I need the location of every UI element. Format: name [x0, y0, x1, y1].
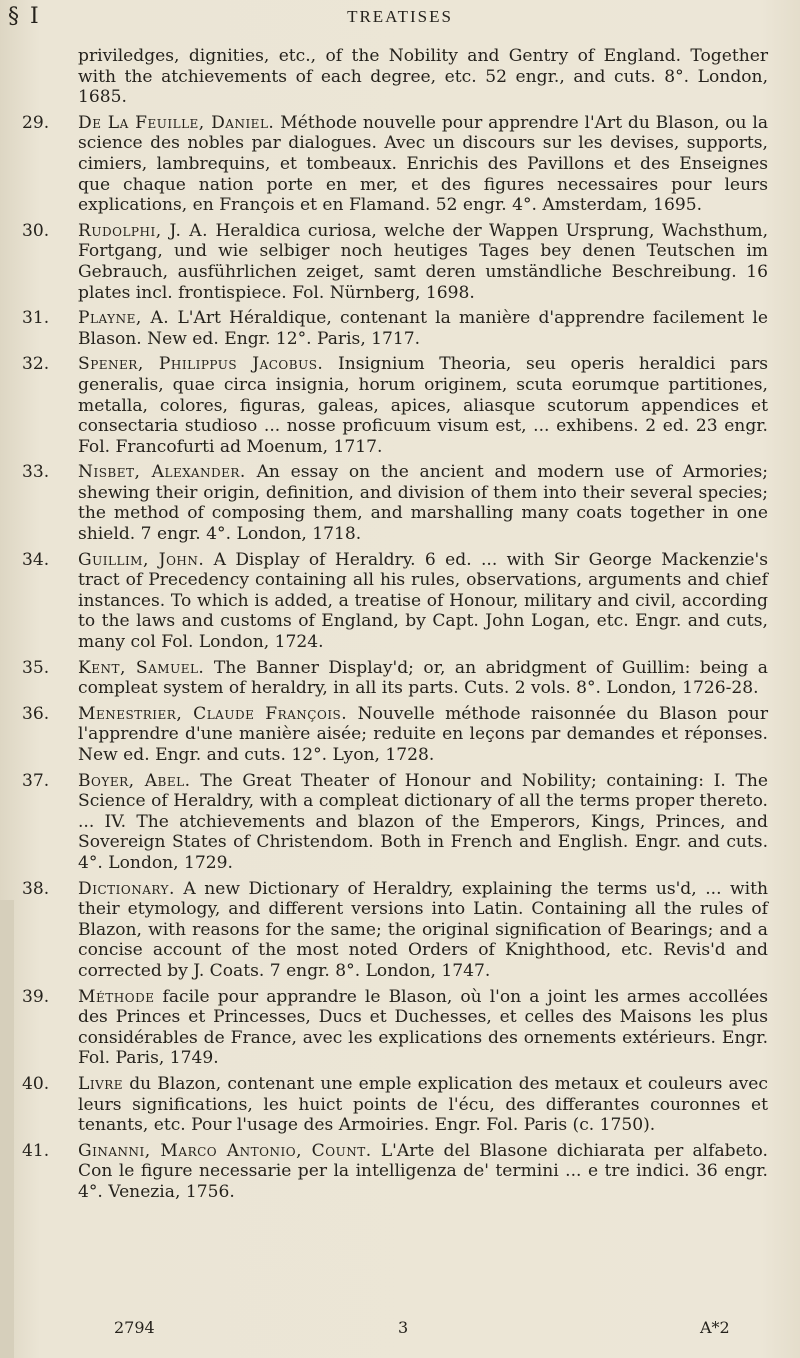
entry-text: facile pour apprandre le Blason, où l'on a joint les armes accollées des Princes et Princesses, Ducs et Duchesses, et celles des Maisons les plus considérables de France, avec les explications des ornements extérieurs. Engr. Fol. Paris, 1749. [78, 986, 768, 1069]
catalogue-entry [0, 879, 800, 982]
catalogue-entry [0, 771, 800, 874]
catalogue-entry [0, 354, 800, 457]
entry-author: Méthode [78, 986, 155, 1007]
entry-number: 38. [22, 878, 50, 899]
entry-text: A Display of Heraldry. 6 ed. ... with Sir George Mackenzie's tract of Precedency containing all his rules, observations, arguments and chief instances. To which is added, a treatise of Honour, military and civil, according to the laws and customs of England, by Capt. John Logan, etc. Engr. and cuts, many col Fol. London, 1724. [78, 549, 768, 653]
entry-text: A new Dictionary of Heraldry, explaining the terms us'd, ... with their etymology, and different versions into Latin. Containing all the rules of Blazon, with reasons for the same; the original signification of Bearings; and a concise account of the most noted Orders of Knighthood, etc. Revis'd and corrected by J. Coats. 7 engr. 8°. London, 1747. [78, 878, 768, 981]
entry-number: 31. [22, 308, 50, 329]
entry-author: Menestrier, Claude François. [78, 703, 348, 724]
entry-author: Spener, Philippus Jacobus. [78, 354, 324, 375]
page-header [0, 4, 800, 34]
entry-text: The Banner Display'd; or, an abridgment of Guillim: being a compleat system of heraldry, in all its parts. Cuts. 2 vols. 8°. London, 1726-28. [78, 657, 769, 699]
catalogue-entry [0, 462, 800, 544]
entry-number: 34. [22, 549, 50, 570]
entry-number: 29. [22, 112, 50, 133]
entry-text: An essay on the ancient and modern use of Armories; shewing their origin, definition, and division of them into their several species; the method of composing them, and marshalling many coats together in one shield. 7 engr. 4°. London, 1718. [78, 462, 768, 545]
catalogue-entry [0, 550, 800, 653]
entry-author: Kent, Samuel. [78, 657, 205, 678]
entry-author: Livre [78, 1073, 124, 1094]
entry-number: 33. [22, 462, 50, 483]
entry-text: L'Art Héraldique, contenant la manière d'apprendre facilement le Blason. New ed. Engr. 12°. Paris, 1717. [78, 308, 769, 349]
entry-number: 30. [22, 220, 50, 241]
catalogue-entry [0, 308, 800, 349]
entry-author: Playne, A. [78, 308, 170, 329]
entry-author: Guillim, John. [78, 549, 205, 570]
catalogue-entry [0, 113, 800, 216]
entry-author: De La Feuille, Daniel. [78, 112, 275, 133]
entry-author: Nisbet, Alexander. [78, 462, 246, 483]
entry-author: Ginanni, Marco Antonio, Count. [78, 1140, 372, 1161]
section-mark: § I [8, 4, 41, 29]
entry-text: The Great Theater of Honour and Nobility; containing: I. The Science of Heraldry, with a compleat dictionary of all the terms proper thereto. ... IV. The atchievements and blazon of the Emperors, Kings, Princes, and Sovereign States of Christendom. Both in French and English. Engr. and cuts. 4°. London, 1729. [78, 770, 769, 873]
quire-mark: A*2 [700, 1318, 730, 1337]
entry-text: Nouvelle méthode raisonnée du Blason pour l'apprendre d'une manière aisée; reduite en leçons par demandes et réponses. New ed. Engr. and cuts. 12°. Lyon, 1728. [78, 703, 768, 765]
entry-author: Dictionary. [78, 878, 175, 899]
entry-text: du Blazon, contenant une emple explication des metaux et couleurs avec leurs significations, les huict points de l'écu, des differantes couronnes et tenants, etc. Pour l'usage des Armoiries. Engr. Fol. Paris (c. 1750). [78, 1073, 768, 1136]
entry-number: 40. [22, 1073, 50, 1094]
page-number: 3 [398, 1318, 409, 1337]
page-footer [0, 1318, 800, 1342]
catalogue-entry [0, 987, 800, 1069]
entry-text: Méthode nouvelle pour apprendre l'Art du Blason, ou la science des nobles par dialogues. Avec un discours sur les devises, supports, cimiers, lambrequins, et tombeaux. Enrichis des Pavillons et des Enseignes que chaque nation porte en mer, et des figures necessaires pour leurs explications, en François et en Flamand. 52 engr. 4°. Amsterdam, 1695. [78, 112, 769, 216]
entry-text: L'Arte del Blasone dichiarata per alfabeto. Con le figure necessarie per la intelligenza de' termini ... e tre indici. 36 engr. 4°. Venezia, 1756. [78, 1140, 768, 1202]
catalogue-entry [0, 704, 800, 766]
entry-number: 37. [22, 770, 50, 791]
entry-list [0, 46, 800, 1207]
entry-number: 39. [22, 986, 50, 1007]
intro-text: priviledges, dignities, etc., of the Nobility and Gentry of England. Together with the atchievements of each degree, etc. 52 engr., and cuts. 8°. London, 1685. [78, 46, 768, 108]
entry-number: 35. [22, 657, 50, 678]
entry-text: Insignium Theoria, seu operis heraldici pars generalis, quae circa insignia, horum originem, scuta eorumque partitiones, metalla, colores, figuras, galeas, apices, aliasque scutorum appendices et consectaria studioso ... nosse proficuum visum est, ... exhibens. 2 ed. 23 engr. Fol. Francofurti ad Moenum, 1717. [78, 354, 769, 457]
catalogue-entry [0, 1141, 800, 1203]
entry-author: Boyer, Abel. [78, 770, 191, 791]
intro-continuation [0, 46, 800, 108]
signature-number: 2794 [114, 1318, 155, 1337]
running-title: TREATISES [347, 7, 453, 26]
entry-number: 36. [22, 703, 50, 724]
catalogue-entry [0, 1074, 800, 1136]
entry-number: 32. [22, 354, 50, 375]
catalogue-entry [0, 221, 800, 303]
entry-text: Heraldica curiosa, welche der Wappen Ursprung, Wachsthum, Fortgang, und wie selbiger noch heutiges Tages bey denen Teutschen im Gebrauch, ausführlichen zeiget, samt deren umständliche Beschreibung. 16 plates incl. frontispiece. Fol. Nürnberg, 1698. [78, 220, 769, 303]
entry-number: 41. [22, 1140, 50, 1161]
catalogue-entry [0, 658, 800, 699]
entry-author: Rudolphi, J. A. [78, 220, 209, 241]
